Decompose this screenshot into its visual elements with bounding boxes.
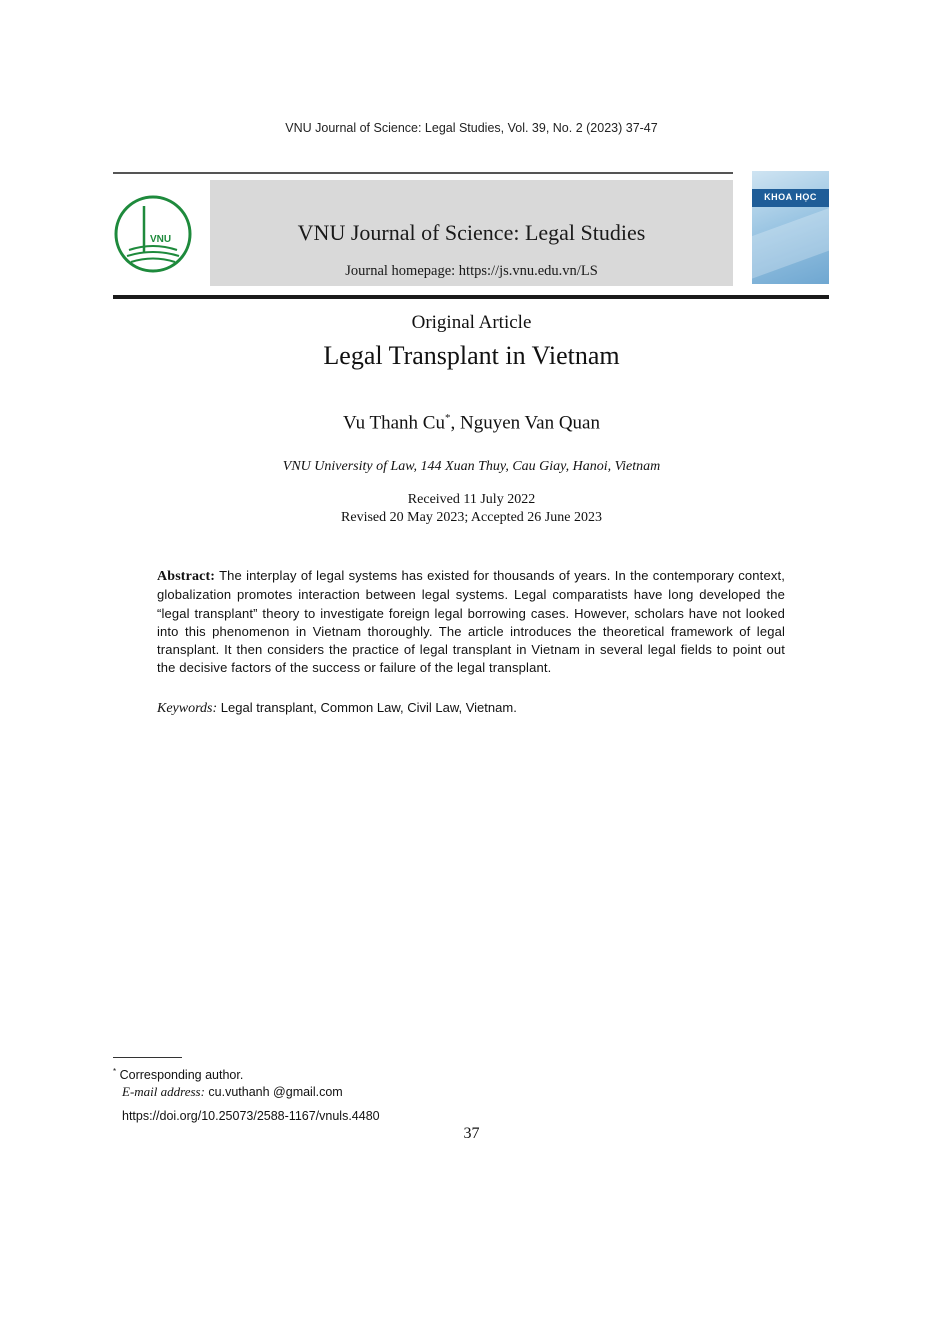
- banner-bottom-rule: [113, 295, 829, 299]
- cover-title: KHOA HỌC: [764, 192, 817, 202]
- vnu-logo: [113, 188, 193, 280]
- abstract-label: Abstract:: [157, 569, 216, 584]
- author-2: Nguyen Van Quan: [459, 412, 600, 434]
- footnote-email: [122, 1084, 343, 1100]
- journal-name: VNU Journal of Science: Legal Studies: [297, 220, 646, 245]
- journal-cover-thumbnail: [752, 171, 829, 284]
- running-head: VNU Journal of Science: Legal Studies, Vol. 39, No. 2 (2023) 37-47: [285, 121, 658, 135]
- keywords: [157, 700, 785, 717]
- received-date: Received 11 July 2022: [407, 492, 536, 507]
- email-address[interactable]: cu.vuthanh @gmail.com: [208, 1085, 343, 1099]
- footnote-corresponding: [113, 1067, 243, 1082]
- corresponding-author-note: Corresponding author.: [119, 1068, 244, 1083]
- journal-homepage: Journal homepage: https://js.vnu.edu.vn/LS: [345, 263, 598, 279]
- abstract-text: The interplay of legal systems has existed for thousands of years. In the contemporary context, globalization promotes interaction between legal systems. Legal comparatists have long developed the “legal transplant” theory to investigate foreign legal borrowing cases. However, scholars have not looked into this phenomenon in Vietnam thoroughly. The article introduces the theoretical framework of legal transplant. It then considers the practice of legal transplant in Vietnam in several legal fields to point out the decisive factors of the success or failure of the legal transplant.: [157, 568, 785, 676]
- keywords-label: Keywords:: [157, 701, 218, 716]
- footnote-rule: [113, 1057, 182, 1058]
- keywords-text: Legal transplant, Common Law, Civil Law, Vietnam.: [220, 700, 517, 715]
- journal-banner: [210, 180, 733, 286]
- author-separator: ,: [450, 412, 460, 434]
- logo-text: VNU: [150, 234, 172, 245]
- corresponding-mark: *: [444, 412, 451, 424]
- article-title: Legal Transplant in Vietnam: [323, 341, 620, 370]
- article-type: Original Article: [411, 312, 532, 333]
- cover-decoration: [752, 203, 829, 278]
- revised-accepted-dates: Revised 20 May 2023; Accepted 26 June 2023: [341, 510, 602, 525]
- vnu-logo-icon: [113, 188, 193, 280]
- author-1: Vu Thanh Cu: [343, 412, 445, 434]
- authors: [0, 412, 943, 434]
- abstract: [157, 567, 785, 678]
- doi-link[interactable]: https://doi.org/10.25073/2588-1167/vnuls.4480: [122, 1109, 380, 1123]
- affiliation: VNU University of Law, 144 Xuan Thuy, Cau Giay, Hanoi, Vietnam: [282, 459, 661, 474]
- footnote-mark: *: [113, 1067, 117, 1076]
- page-number: 37: [463, 1125, 480, 1142]
- banner-top-rule: [113, 172, 733, 174]
- email-label: E-mail address:: [122, 1084, 205, 1099]
